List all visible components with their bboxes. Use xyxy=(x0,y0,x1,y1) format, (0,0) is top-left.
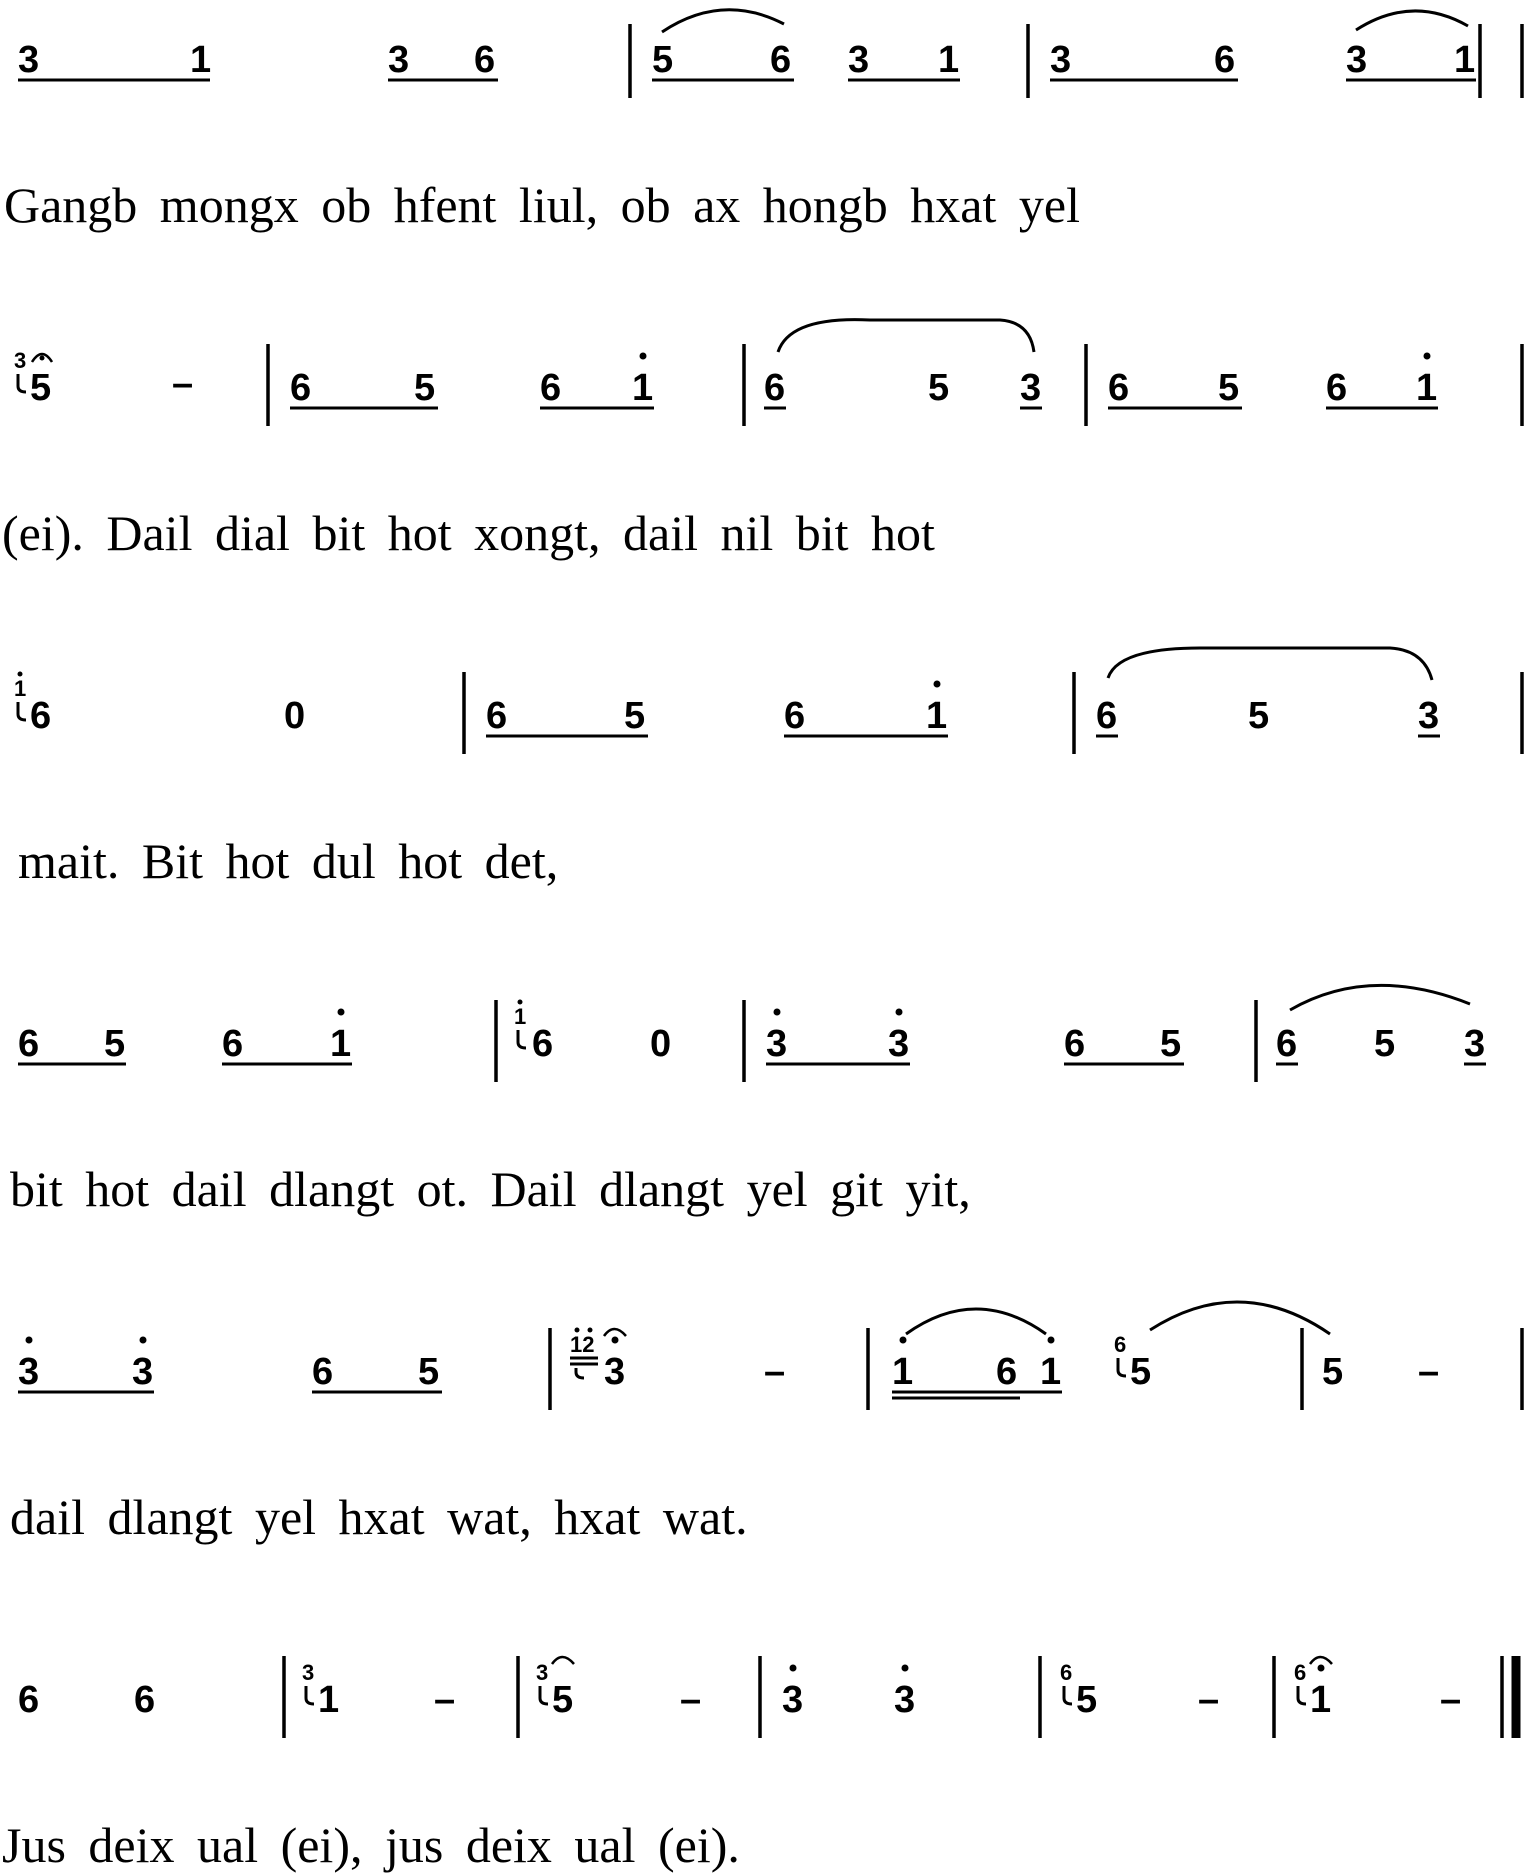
grace-hook xyxy=(18,702,26,720)
octave-dot xyxy=(612,1337,619,1344)
note: 3 xyxy=(1418,695,1440,737)
lyrics-line-3: mait. Bit hot dul hot det, xyxy=(18,833,559,889)
octave-dot xyxy=(588,1328,593,1333)
note: – xyxy=(680,1679,702,1721)
fermata xyxy=(604,1329,626,1336)
octave-dot xyxy=(640,353,647,360)
note: 1 xyxy=(938,39,960,81)
grace-note: 3 xyxy=(14,348,27,373)
note: 1 xyxy=(1310,1679,1332,1721)
note: 3 xyxy=(848,39,870,81)
note: 5 xyxy=(624,695,646,737)
note: 1 xyxy=(1416,367,1438,409)
note: 5 xyxy=(30,367,52,409)
grace-hook xyxy=(518,1030,526,1048)
grace-note: 3 xyxy=(302,1660,315,1685)
note: 6 xyxy=(1214,39,1236,81)
note: 5 xyxy=(104,1023,126,1065)
note: 3 xyxy=(1020,367,1042,409)
fermata xyxy=(552,1657,574,1664)
slur xyxy=(778,320,1034,352)
note: 6 xyxy=(764,367,786,409)
octave-dot xyxy=(900,1337,907,1344)
system-4-notation xyxy=(18,985,1486,1082)
note: – xyxy=(434,1679,456,1721)
note: 3 xyxy=(132,1351,154,1393)
octave-dot xyxy=(790,1665,797,1672)
system-3-notation xyxy=(14,648,1522,754)
grace-note: 6 xyxy=(1114,1332,1127,1357)
grace-hook xyxy=(1064,1686,1072,1704)
note: 3 xyxy=(1346,39,1368,81)
note: 1 xyxy=(318,1679,340,1721)
note: 6 xyxy=(30,695,52,737)
slur xyxy=(906,1309,1046,1334)
octave-dot xyxy=(518,1000,523,1005)
note: 5 xyxy=(1248,695,1270,737)
note: 6 xyxy=(540,367,562,409)
note: 5 xyxy=(418,1351,440,1393)
note: 6 xyxy=(1064,1023,1086,1065)
grace-hook xyxy=(540,1686,548,1704)
system-5-notation xyxy=(18,1302,1522,1410)
note: 5 xyxy=(928,367,950,409)
note: 0 xyxy=(284,695,306,737)
note: – xyxy=(172,363,194,405)
note: 3 xyxy=(1464,1023,1486,1065)
octave-dot xyxy=(26,1337,33,1344)
note: 1 xyxy=(632,367,654,409)
octave-dot xyxy=(902,1665,909,1672)
note: 3 xyxy=(766,1023,788,1065)
note: 6 xyxy=(134,1679,156,1721)
grace-hook xyxy=(576,1368,584,1378)
note: 5 xyxy=(1374,1023,1396,1065)
slur xyxy=(1290,985,1470,1010)
note: – xyxy=(764,1351,786,1393)
note: 5 xyxy=(552,1679,574,1721)
system-1-notation xyxy=(18,10,1522,98)
note: 3 xyxy=(1050,39,1072,81)
note: 6 xyxy=(784,695,806,737)
note: – xyxy=(1418,1351,1440,1393)
note: 5 xyxy=(1160,1023,1182,1065)
octave-dot xyxy=(1048,1337,1055,1344)
octave-dot xyxy=(934,681,941,688)
lyrics-line-4: bit hot dail dlangt ot. Dail dlangt yel git yit, xyxy=(10,1161,971,1217)
note: 3 xyxy=(782,1679,804,1721)
fermata xyxy=(1310,1657,1332,1664)
note: 1 xyxy=(1454,39,1476,81)
lyrics-line-5: dail dlangt yel hxat wat, hxat wat. xyxy=(10,1489,748,1545)
note: 3 xyxy=(894,1679,916,1721)
system-2-notation xyxy=(14,320,1522,426)
note: 1 xyxy=(1040,1351,1062,1393)
note: 6 xyxy=(290,367,312,409)
grace-note: 1 xyxy=(514,1004,527,1029)
note: 5 xyxy=(1322,1351,1344,1393)
grace-note: 12 xyxy=(570,1332,595,1357)
octave-dot xyxy=(140,1337,147,1344)
note: 6 xyxy=(312,1351,334,1393)
lyrics-line-6: Jus deix ual (ei), jus deix ual (ei). xyxy=(2,1817,740,1873)
note: 3 xyxy=(18,39,40,81)
grace-note: 1 xyxy=(14,676,27,701)
grace-note: 6 xyxy=(1060,1660,1073,1685)
note: 5 xyxy=(1130,1351,1152,1393)
grace-hook xyxy=(1118,1358,1126,1376)
octave-dot xyxy=(338,1009,345,1016)
slur xyxy=(662,10,784,32)
note: 3 xyxy=(18,1351,40,1393)
note: 0 xyxy=(650,1023,672,1065)
note: 6 xyxy=(770,39,792,81)
grace-note: 6 xyxy=(1294,1660,1307,1685)
note: 5 xyxy=(1076,1679,1098,1721)
slur xyxy=(1356,11,1468,30)
note: 6 xyxy=(18,1023,40,1065)
note: 3 xyxy=(888,1023,910,1065)
note: 6 xyxy=(18,1679,40,1721)
grace-hook xyxy=(306,1686,314,1704)
note: 6 xyxy=(1108,367,1130,409)
octave-dot xyxy=(575,1328,580,1333)
note: 6 xyxy=(222,1023,244,1065)
note: 6 xyxy=(1096,695,1118,737)
octave-dot xyxy=(18,672,23,677)
note: 1 xyxy=(892,1351,914,1393)
note: 3 xyxy=(388,39,410,81)
system-6-notation xyxy=(18,1656,1516,1738)
note: 6 xyxy=(996,1351,1018,1393)
note: 5 xyxy=(1218,367,1240,409)
slur xyxy=(1108,648,1432,680)
octave-dot xyxy=(1318,1665,1325,1672)
grace-hook xyxy=(18,374,26,392)
octave-dot xyxy=(774,1009,781,1016)
octave-dot xyxy=(896,1009,903,1016)
note: 3 xyxy=(604,1351,626,1393)
octave-dot xyxy=(1424,353,1431,360)
note: 5 xyxy=(414,367,436,409)
note: 5 xyxy=(652,39,674,81)
note: – xyxy=(1440,1679,1462,1721)
note: 6 xyxy=(1326,367,1348,409)
note: 1 xyxy=(926,695,948,737)
grace-note: 3 xyxy=(536,1660,549,1685)
note: – xyxy=(1198,1679,1220,1721)
note: 6 xyxy=(532,1023,554,1065)
grace-hook xyxy=(1298,1686,1306,1704)
note: 6 xyxy=(1276,1023,1298,1065)
note: 6 xyxy=(474,39,496,81)
note: 1 xyxy=(330,1023,352,1065)
lyrics-line-1: Gangb mongx ob hfent liul, ob ax hongb hxat yel xyxy=(4,177,1080,233)
fermata-dot xyxy=(40,356,45,361)
lyrics-line-2: (ei). Dail dial bit hot xongt, dail nil bit hot xyxy=(2,505,935,561)
note: 1 xyxy=(190,39,212,81)
note: 6 xyxy=(486,695,508,737)
